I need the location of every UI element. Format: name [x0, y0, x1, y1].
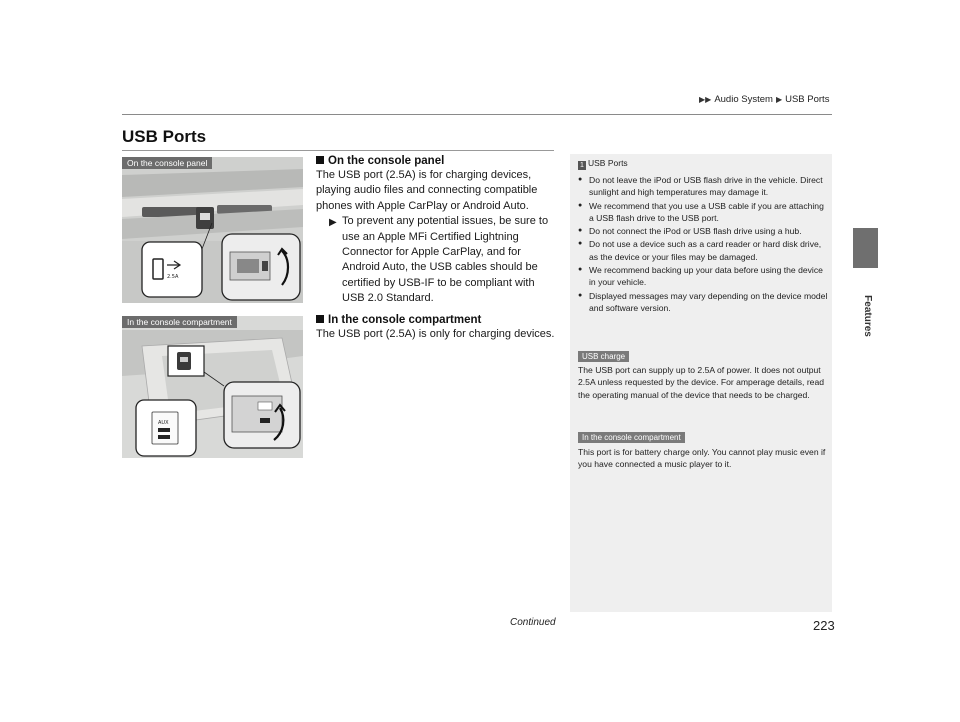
section-console-panel — [316, 155, 556, 307]
figure-label: On the console panel — [122, 157, 212, 169]
section-heading: In the console compartment — [316, 314, 556, 326]
breadcrumb-item-usb-ports[interactable]: USB Ports — [785, 94, 830, 105]
port-label: AUX — [158, 420, 169, 426]
square-bullet-icon — [316, 315, 324, 323]
note-item: ● Do not leave the iPod or USB flash drive in the vehicle. Direct sunlight and high temperatures may damage it. — [578, 174, 828, 199]
chapter-tab-label: Features — [862, 295, 873, 337]
note-item: ● Do not connect the iPod or USB flash drive using a hub. — [578, 225, 828, 237]
console-compartment-illustration — [122, 316, 303, 458]
usb-charge-text: The USB port can supply up to 2.5A of power. It does not output 2.5A unless requested by the device. For amperage details, read the operating manual of the device that needs to be charged. — [578, 365, 825, 400]
notes-list — [578, 174, 828, 315]
breadcrumb-arrow-icon: ▶ — [775, 95, 783, 104]
header-divider — [122, 114, 832, 115]
note-item: ● Do not use a device such as a card reader or hard disk drive, as the device or your files may be damaged. — [578, 238, 828, 263]
figure-console-compartment — [122, 316, 303, 458]
usb-charge-badge: USB charge — [578, 351, 629, 362]
square-bullet-icon — [316, 156, 324, 164]
title-divider — [122, 150, 554, 151]
section-console-compartment — [316, 314, 556, 342]
note-item: ● We recommend that you use a USB cable if you are attaching a USB flash drive to the USB port. — [578, 200, 828, 225]
compartment-text: This port is for battery charge only. You cannot play music even if you have connected a music player to it. — [578, 447, 826, 470]
compartment-badge: In the console compartment — [578, 432, 685, 443]
breadcrumb — [699, 94, 829, 105]
page-number: 223 — [813, 618, 835, 633]
continued-label: Continued — [510, 617, 556, 628]
section-heading: On the console panel — [316, 155, 556, 167]
console-panel-illustration — [122, 157, 303, 303]
chapter-tab[interactable] — [853, 228, 878, 268]
note-item: ● We recommend backing up your data before using the device in your vehicle. — [578, 264, 828, 289]
figure-console-panel — [122, 157, 303, 303]
figure-label: In the console compartment — [122, 316, 237, 328]
port-label: 2.5A — [167, 274, 179, 280]
note-item: ● Displayed messages may vary depending on the device model and software version. — [578, 290, 828, 315]
notes-title: 1 USB Ports — [578, 158, 628, 170]
section-body: The USB port (2.5A) is for charging devices, playing audio files and connecting compatible phones with Apple CarPlay or Android Auto. — [316, 169, 538, 212]
arrow-bullet-icon: ▶ — [329, 217, 337, 229]
breadcrumb-item-audio-system[interactable]: Audio System — [714, 94, 773, 105]
section-body: The USB port (2.5A) is only for charging devices. — [316, 328, 555, 340]
reference-number-icon: 1 — [578, 161, 586, 170]
section-bullet: ▶ To prevent any potential issues, be sure to use an Apple MFi Certified Lightning Connector for Apple CarPlay, and for Android Auto, the USB cables should be certified by USB-IF to be compliant with USB 2.0 Standard. — [316, 214, 556, 306]
breadcrumb-arrow-icon: ▶▶ — [699, 95, 712, 104]
page-title: USB Ports — [122, 127, 207, 146]
